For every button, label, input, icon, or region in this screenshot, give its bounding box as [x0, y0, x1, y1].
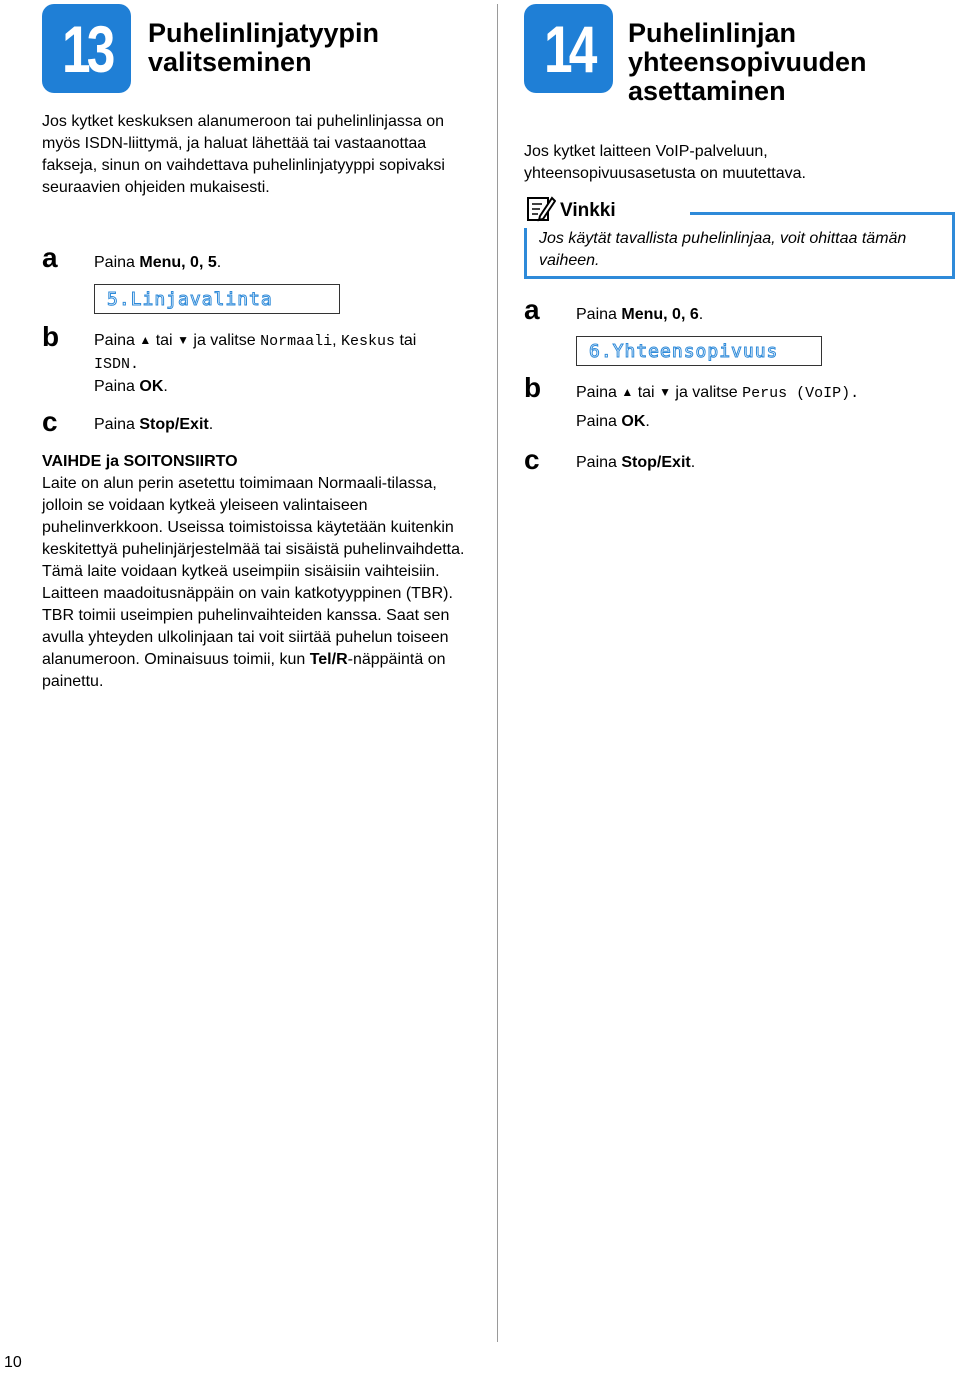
intro-paragraph: Jos kytket keskuksen alanumeroon tai puhelinlinjassa on myös ISDN-liittymä, ja haluat lähettää tai vastaanottaa fakseja, sinun on vaihdettava puhelinlinjatyyppi sopivaksi seuraavien ohjeiden mukaisesti. [42, 113, 445, 196]
step-letter-b: b [524, 372, 542, 403]
step-text-part: . [645, 413, 650, 430]
arrow-down-icon: ▼ [659, 385, 671, 399]
section-title [628, 19, 867, 106]
step-text-part: tai [151, 332, 178, 349]
arrow-up-icon: ▲ [621, 385, 634, 399]
step-text-part: tai [633, 384, 660, 401]
step-a-text [576, 304, 703, 326]
option-keskus: Keskus [341, 333, 396, 350]
step-text-part: Paina [94, 254, 140, 271]
option-normaali: Normaali [260, 333, 333, 350]
step-text-part: . [690, 454, 696, 471]
step-letter-a: a [42, 242, 58, 273]
title-line: yhteensopivuuden [628, 47, 867, 77]
key-ok: OK [621, 413, 646, 430]
step-text-part: tai [395, 332, 417, 349]
step-a-text [94, 252, 221, 274]
title-line: Puhelinlinjan [628, 18, 797, 48]
step-text-part: . [130, 356, 140, 373]
note-heading: VAIHDE ja SOITONSIIRTO [42, 453, 238, 470]
step-text-part: . [216, 254, 222, 271]
note-body [42, 473, 472, 693]
step-text-part: . [163, 378, 168, 395]
tip-border [524, 228, 527, 278]
page-number: 10 [4, 1354, 22, 1371]
step-b-text [576, 382, 951, 433]
step-number: 13 [61, 11, 112, 86]
step-letter-b: b [42, 321, 60, 352]
note-text-end: -näppäintä on painettu. [42, 651, 446, 690]
key-tel-r: Tel/R [309, 651, 348, 668]
column-divider [497, 4, 498, 1342]
arrow-up-icon: ▲ [139, 333, 152, 347]
lcd-text: 6.Yhteensopivuus [589, 340, 779, 362]
step-text-part: Paina [94, 332, 140, 349]
step-letter-c: c [42, 406, 58, 437]
step-text-part: Paina [576, 454, 622, 471]
arrow-down-icon: ▼ [177, 333, 189, 347]
title-line: asettaminen [628, 76, 786, 106]
tip-border [690, 212, 954, 215]
title-line: Puhelinlinjatyypin [148, 18, 380, 48]
key-sequence: Stop/Exit [621, 454, 691, 471]
step-b-line1 [94, 330, 474, 353]
tip-label: Vinkki [560, 200, 616, 221]
pencil-note-icon [526, 194, 556, 229]
step-b-line3 [94, 376, 474, 398]
step-text-part: Paina [576, 384, 622, 401]
lcd-display [576, 336, 822, 366]
intro-paragraph: Jos kytket laitteen VoIP-palveluun, yhteensopivuusasetusta on muutettava. [524, 143, 806, 182]
step-text-part: ja valitse [188, 332, 261, 349]
option-isdn: ISDN [94, 356, 131, 373]
step-c-text [576, 452, 695, 474]
step-text-part: Paina [94, 416, 140, 433]
tip-border [952, 212, 955, 278]
step-b-text [94, 330, 474, 398]
step-letter-a: a [524, 294, 540, 325]
step-text-part: ja valitse [670, 384, 743, 401]
step-b-line2 [576, 411, 951, 433]
step-number: 14 [543, 11, 594, 86]
lcd-text: 5.Linjavalinta [107, 288, 273, 310]
step-text-part: , [332, 332, 341, 349]
step-b-line2 [94, 353, 474, 376]
tip-border [524, 276, 955, 279]
step-text-part: Paina [576, 413, 622, 430]
step-text-part: Paina [576, 306, 622, 323]
step-text-part: . [208, 416, 214, 433]
section-title [148, 19, 379, 77]
lcd-display [94, 284, 340, 314]
key-sequence: Stop/Exit [139, 416, 209, 433]
option-perus-voip: Perus (VoIP) [742, 385, 851, 402]
note-text: Laite on alun perin asetettu toimimaan Normaali-tilassa, jolloin se voidaan kytkeä yleiseen valintaiseen puhelinverkkoon. Useissa toimistoissa käytetään kuitenkin keskitettyä puhelinjärjestelmää tai sisäistä puhelinvaihdetta. Tämä laite voidaan kytkeä useimpiin sisäisiin vaihteisiin. Laitteen maadoitusnäppäin on vain katkotyyppinen (TBR). TBR toimii useimpien puhelinvaihteiden kanssa. Saat sen avulla yhteyden ulkolinjaan tai voit siirtää puhelun toiseen alanumeroon. Ominaisuus toimii, kun [42, 475, 465, 668]
step-letter-c: c [524, 444, 540, 475]
step-text-part: . [698, 306, 704, 323]
step-text-part: Paina [94, 378, 140, 395]
key-sequence: Menu, 0, 6 [621, 306, 699, 323]
step-number-badge [524, 4, 613, 93]
step-number-badge [42, 4, 131, 93]
step-c-text [94, 414, 213, 436]
key-sequence: Menu, 0, 5 [139, 254, 217, 271]
tip-text: Jos käytät tavallista puhelinlinjaa, voit ohittaa tämän vaiheen. [539, 230, 907, 269]
step-text-part: . [850, 385, 860, 402]
step-b-line1 [576, 382, 951, 405]
title-line: valitseminen [148, 47, 312, 77]
key-ok: OK [139, 378, 164, 395]
